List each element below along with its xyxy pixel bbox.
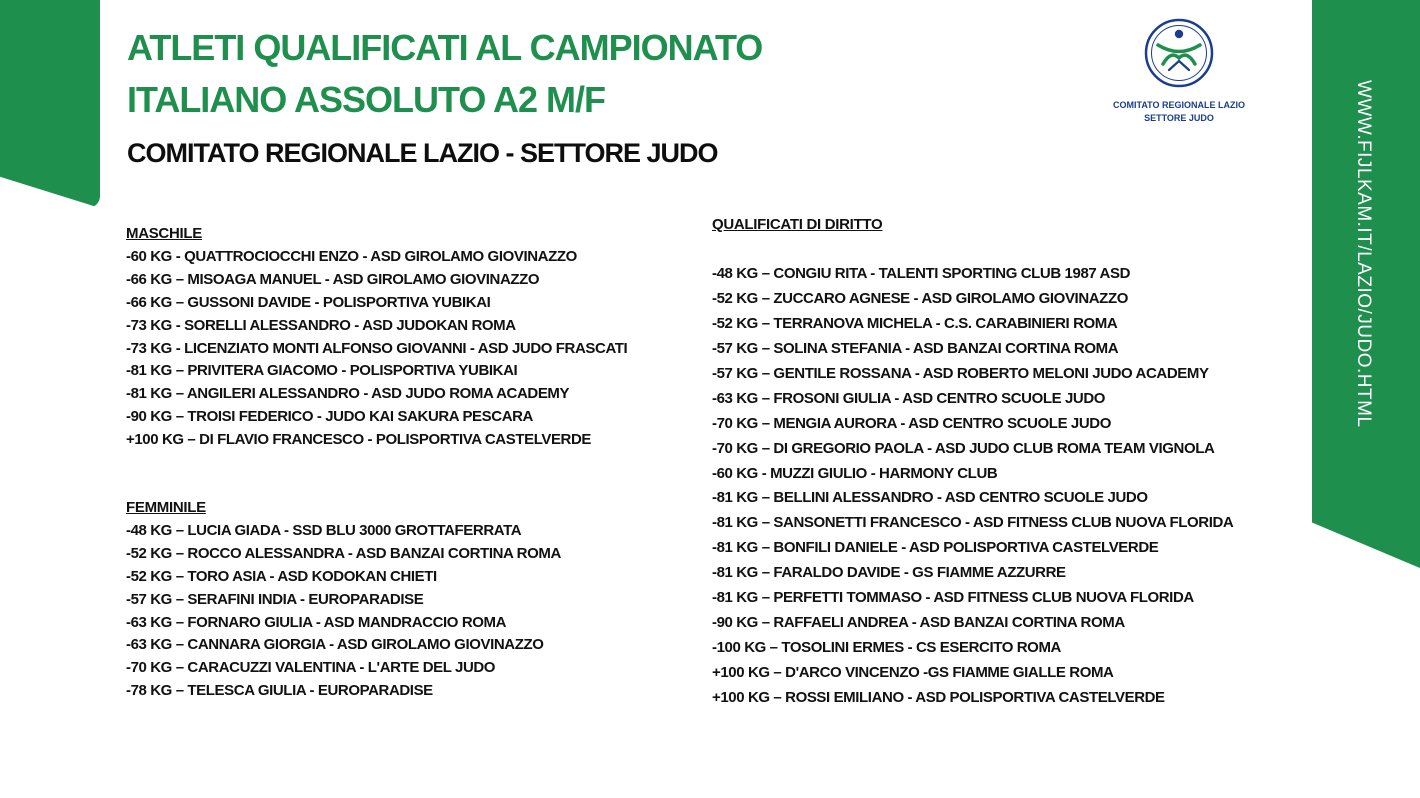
list-item: -60 KG - QUATTROCIOCCHI ENZO - ASD GIROLAMO GIOVINAZZO: [126, 248, 577, 265]
list-item: -70 KG – DI GREGORIO PAOLA - ASD JUDO CLUB ROMA TEAM VIGNOLA: [712, 439, 1215, 457]
decorative-green-tab: [0, 0, 100, 208]
list-item: -66 KG – MISOAGA MANUEL - ASD GIROLAMO GIOVINAZZO: [126, 270, 540, 288]
list-item: -52 KG – ROCCO ALESSANDRA - ASD BANZAI CORTINA ROMA: [126, 544, 561, 562]
list-item: +100 KG – ROSSI EMILIANO - ASD POLISPORTIVA CASTELVERDE: [712, 688, 1165, 706]
femminile-heading: FEMMINILE: [126, 499, 206, 516]
list-item: +100 KG – D'ARCO VINCENZO -GS FIAMME GIALLE ROMA: [712, 664, 1114, 681]
list-item: -66 KG – GUSSONI DAVIDE - POLISPORTIVA YUBIKAI: [126, 293, 491, 311]
fijlkam-logo: [1144, 18, 1214, 88]
list-item: -57 KG – GENTILE ROSSANA - ASD ROBERTO MELONI JUDO ACADEMY: [712, 364, 1209, 382]
list-item: -90 KG – TROISI FEDERICO - JUDO KAI SAKURA PESCARA: [126, 408, 533, 426]
list-item: -63 KG – FROSONI GIULIA - ASD CENTRO SCUOLE JUDO: [712, 389, 1106, 407]
list-item: -73 KG - SORELLI ALESSANDRO - ASD JUDOKAN ROMA: [126, 316, 516, 334]
list-item: -52 KG – TORO ASIA - ASD KODOKAN CHIETI: [126, 567, 437, 585]
list-item: -81 KG – ANGILERI ALESSANDRO - ASD JUDO ROMA ACADEMY: [126, 385, 570, 403]
maschile-heading: MASCHILE: [126, 225, 202, 242]
list-item: -70 KG – CARACUZZI VALENTINA - L'ARTE DEL JUDO: [126, 659, 496, 677]
list-item: -78 KG – TELESCA GIULIA - EUROPARADISE: [126, 682, 433, 700]
list-item: -48 KG – LUCIA GIADA - SSD BLU 3000 GROTTAFERRATA: [126, 522, 522, 539]
logo-caption: [1100, 99, 1258, 125]
list-item: -48 KG – CONGIU RITA - TALENTI SPORTING CLUB 1987 ASD: [712, 265, 1131, 282]
list-item: -52 KG – TERRANOVA MICHELA - C.S. CARABINIERI ROMA: [712, 314, 1118, 332]
logo-caption-line-1: COMITATO REGIONALE LAZIO: [1113, 100, 1245, 110]
list-item: -81 KG – FARALDO DAVIDE - GS FIAMME AZZURRE: [712, 564, 1066, 582]
logo-caption-line-2: SETTORE JUDO: [1144, 113, 1214, 123]
website-url[interactable]: WWW.FIJLKAM.IT/LAZIO/JUDO.HTML: [1353, 80, 1374, 428]
list-item: -81 KG – BONFILI DANIELE - ASD POLISPORTIVA CASTELVERDE: [712, 539, 1159, 557]
list-item: -57 KG – SOLINA STEFANIA - ASD BANZAI CORTINA ROMA: [712, 339, 1119, 357]
list-item: -63 KG – CANNARA GIORGIA - ASD GIROLAMO GIOVINAZZO: [126, 636, 544, 654]
page-subtitle: COMITATO REGIONALE LAZIO - SETTORE JUDO: [127, 138, 718, 168]
list-item: -81 KG – SANSONETTI FRANCESCO - ASD FITNESS CLUB NUOVA FLORIDA: [712, 514, 1234, 532]
maschile-list: [126, 246, 627, 452]
list-item: -60 KG - MUZZI GIULIO - HARMONY CLUB: [712, 464, 998, 482]
list-item: +100 KG – DI FLAVIO FRANCESCO - POLISPORTIVA CASTELVERDE: [126, 431, 592, 449]
page-title: [127, 22, 762, 126]
list-item: -81 KG – PRIVITERA GIACOMO - POLISPORTIVA YUBIKAI: [126, 362, 518, 380]
list-item: -73 KG - LICENZIATO MONTI ALFONSO GIOVANNI - ASD JUDO FRASCATI: [126, 339, 628, 357]
qualificati-diritto-heading: QUALIFICATI DI DIRITTO: [712, 216, 883, 233]
list-item: -81 KG – BELLINI ALESSANDRO - ASD CENTRO SCUOLE JUDO: [712, 489, 1148, 507]
list-item: -70 KG – MENGIA AURORA - ASD CENTRO SCUOLE JUDO: [712, 414, 1112, 432]
list-item: -57 KG – SERAFINI INDIA - EUROPARADISE: [126, 590, 424, 608]
femminile-list: [126, 520, 561, 703]
list-item: -52 KG – ZUCCARO AGNESE - ASD GIROLAMO GIOVINAZZO: [712, 289, 1128, 307]
list-item: -63 KG – FORNARO GIULIA - ASD MANDRACCIO ROMA: [126, 613, 507, 631]
title-line-2: ITALIANO ASSOLUTO A2 M/F: [127, 79, 605, 120]
title-line-1: ATLETI QUALIFICATI AL CAMPIONATO: [127, 27, 763, 68]
qualificati-diritto-list: [712, 262, 1233, 711]
list-item: -100 KG – TOSOLINI ERMES - CS ESERCITO ROMA: [712, 639, 1061, 657]
list-item: -90 KG – RAFFAELI ANDREA - ASD BANZAI CORTINA ROMA: [712, 614, 1125, 632]
list-item: -81 KG – PERFETTI TOMMASO - ASD FITNESS CLUB NUOVA FLORIDA: [712, 589, 1194, 607]
